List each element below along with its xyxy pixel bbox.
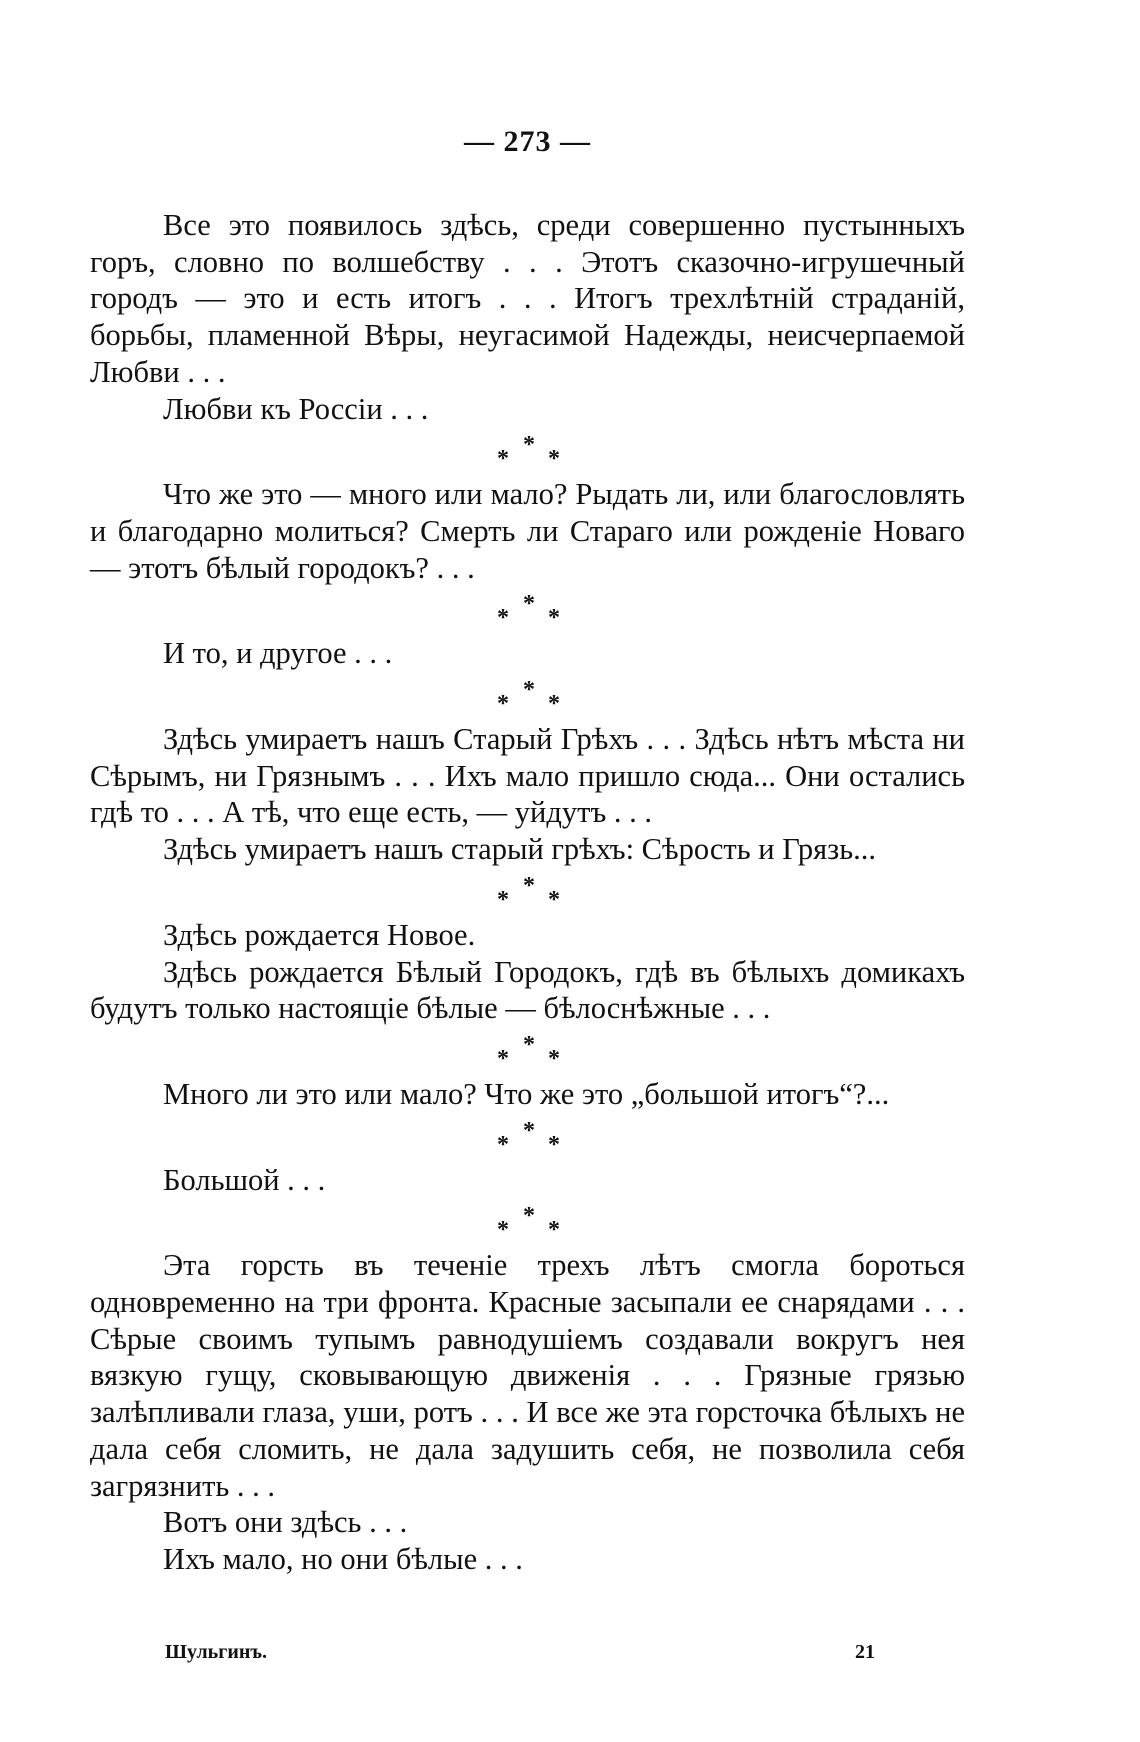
paragraph-9: Много ли это или мало? Что же это „большой итогъ“?...: [163, 1076, 890, 1111]
separator-star: *: [497, 1131, 509, 1158]
separator-star: *: [548, 605, 560, 632]
separator-star: *: [497, 605, 509, 632]
paragraph-5: Здѣсь умираетъ нашъ Старый Грѣхъ . . . Здѣсь нѣтъ мѣста ни Сѣрымъ, ни Грязнымъ . . . Ихъ мало пришло сюда... Они остались гдѣ то . . . А тѣ, что еще есть, — уйдутъ . . .: [90, 722, 965, 830]
paragraph-4: И то, и другое . . .: [163, 636, 393, 671]
separator-star: *: [548, 886, 560, 913]
asterism-separator-5: [90, 1027, 965, 1076]
paragraph-3: Что же это — много или мало? Рыдать ли, или благословлять и благодарно молиться? Смерть ли Стараго или рожденіе Новаго — этотъ бѣлый городокъ? . . .: [90, 477, 965, 585]
page-number: — 273 —: [464, 125, 591, 158]
separator-star: *: [548, 1217, 560, 1244]
separator-star: *: [548, 446, 560, 473]
separator-star: *: [497, 691, 509, 718]
separator-star: *: [497, 446, 509, 473]
separator-star: *: [523, 591, 535, 618]
separator-star: *: [497, 886, 509, 913]
separator-star: *: [523, 1117, 535, 1144]
author-signature: Шульгинъ.: [165, 1641, 268, 1663]
separator-star: *: [548, 691, 560, 718]
page-footer: [130, 1641, 890, 1671]
paragraph-8: Здѣсь рождается Бѣлый Городокъ, гдѣ въ бѣлыхъ домикахъ будутъ только настоящіе бѣлые — бѣлоснѣжные . . .: [90, 954, 965, 1026]
paragraph-12: Вотъ они здѣсь . . .: [163, 1505, 408, 1540]
paragraph-6: Здѣсь умираетъ нашъ старый грѣхъ: Сѣрость и Грязь...: [163, 832, 877, 867]
asterism-separator-3: [90, 672, 965, 721]
paragraph-2: Любви къ Россіи . . .: [163, 391, 429, 426]
separator-star: *: [548, 1045, 560, 1072]
asterism-separator-1: [90, 427, 965, 476]
paragraph-11: Эта горсть въ теченіе трехъ лѣтъ смогла бороться одновременно на три фронта. Красные засыпали ее снарядами . . . Сѣрые своимъ тупымъ равнодушіемъ создавали вокругъ нея вязкую гущу, сковывающую движенія . . . Грязные грязью залѣпливали глаза, уши, ротъ . . . И все же эта горсточка бѣлыхъ не дала себя сломить, не дала задушить себя, не позволила себя загрязнить . . .: [90, 1248, 965, 1503]
paragraph-13: Ихъ мало, но они бѣлые . . .: [163, 1541, 523, 1576]
separator-star: *: [523, 432, 535, 459]
separator-star: *: [523, 677, 535, 704]
separator-star: *: [523, 1031, 535, 1058]
separator-star: *: [523, 1203, 535, 1230]
separator-star: *: [548, 1131, 560, 1158]
asterism-separator-2: [90, 586, 965, 635]
asterism-separator-4: [90, 868, 965, 917]
asterism-separator-6: [90, 1113, 965, 1162]
paragraph-1: Все это появилось здѣсь, среди совершенно пустынныхъ горъ, словно по волшебству . . . Этотъ сказочно-игрушечный городъ — это и есть итогъ . . . Итогъ трехлѣтній страданій, борьбы, пламенной Вѣры, неугасимой Надежды, неисчерпаемой Любви . . .: [90, 208, 965, 389]
printer-signature-mark: 21: [855, 1641, 875, 1663]
separator-star: *: [497, 1217, 509, 1244]
asterism-separator-7: [90, 1198, 965, 1247]
paragraph-10: Большой . . .: [163, 1162, 326, 1197]
separator-star: *: [497, 1045, 509, 1072]
separator-star: *: [523, 872, 535, 899]
page-body: [90, 125, 965, 1578]
paragraph-7: Здѣсь рождается Новое.: [163, 917, 476, 952]
